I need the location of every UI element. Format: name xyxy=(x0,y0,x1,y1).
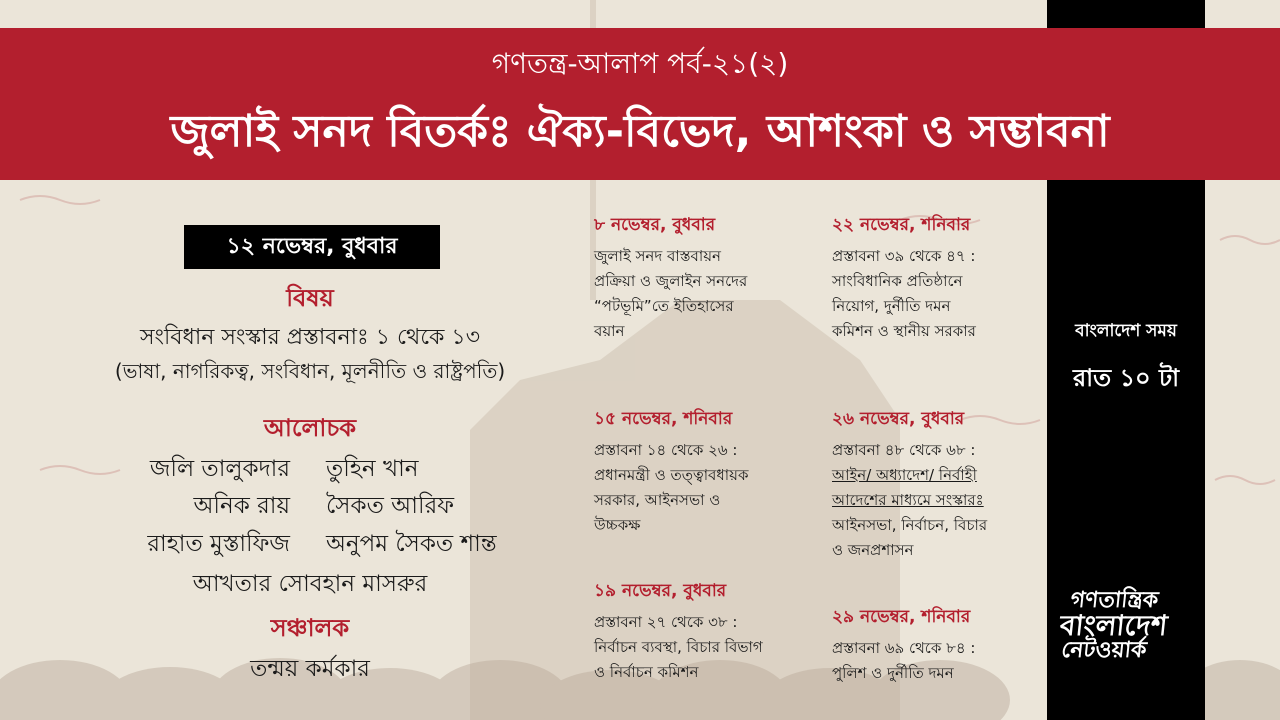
schedule-line: প্রস্তাবনা ১৪ থেকে ২৬ : xyxy=(594,441,738,459)
schedule-line: প্রধানমন্ত্রী ও তত্ত্বাবধায়ক xyxy=(594,466,749,484)
discussant-name: অনুপম সৈকত শান্ত xyxy=(326,531,497,557)
schedule-line: বয়ান xyxy=(594,322,625,340)
topic-line-2: (ভাষা, নাগরিকত্ব, সংবিধান, মূলনীতি ও রাষ্ট্রপতি) xyxy=(114,359,506,383)
schedule-date: ২২ নভেম্বর, শনিবার xyxy=(832,215,971,235)
schedule-line: প্রস্তাবনা ৪৮ থেকে ৬৮ : xyxy=(832,441,976,459)
schedule-line: ও জনপ্রশাসন xyxy=(832,541,914,559)
discussant-name: অনিক রায় xyxy=(193,493,290,519)
schedule-line: উচ্চকক্ষ xyxy=(594,516,641,534)
discussant-name: তুহিন খান xyxy=(326,456,419,482)
discussant-name: রাহাত মুস্তাফিজ xyxy=(147,531,290,557)
logo-line: গণতান্ত্রিক xyxy=(1069,588,1160,613)
schedule-date: ১৯ নভেম্বর, বুধবার xyxy=(594,581,727,601)
schedule-line: সরকার, আইনসভা ও xyxy=(594,491,721,509)
schedule-line: পুলিশ ও দুর্নীতি দমন xyxy=(832,664,954,682)
schedule-date: ২৯ নভেম্বর, শনিবার xyxy=(832,607,971,627)
schedule-line: প্রস্তাবনা ২৭ থেকে ৩৮ : xyxy=(594,613,738,631)
discussants-heading: আলোচক xyxy=(263,414,357,442)
schedule-date: ২৬ নভেম্বর, বুধবার xyxy=(832,409,965,429)
schedule-line: আইনসভা, নির্বাচন, বিচার xyxy=(832,516,988,534)
logo-line: বাংলাদেশ xyxy=(1058,609,1170,642)
schedule-item xyxy=(832,604,1062,686)
schedule-line: প্রস্তাবনা ৩৯ থেকে ৪৭ : xyxy=(832,247,976,265)
time-zone-label: বাংলাদেশ সময় xyxy=(1075,321,1177,341)
schedule-item xyxy=(832,212,1062,344)
schedule-item xyxy=(594,406,824,538)
topic-heading: বিষয় xyxy=(286,284,334,312)
schedule-line: সাংবিধানিক প্রতিষ্ঠানে xyxy=(832,272,963,290)
schedule-item xyxy=(594,212,824,344)
moderator-heading: সঞ্চালক xyxy=(270,614,350,642)
logo-line: নেটওয়ার্ক xyxy=(1060,638,1148,663)
schedule-line: আইন/ অধ্যাদেশ/ নির্বাহী xyxy=(832,466,977,484)
schedule-line: প্রক্রিয়া ও জুলাইন সনদের xyxy=(594,272,748,290)
schedule-line: কমিশন ও স্থানীয় সরকার xyxy=(832,322,976,340)
episode-subtitle: গণতন্ত্র-আলাপ পর্ব-২১(২) xyxy=(491,47,789,80)
schedule-line: নিয়োগ, দুর্নীতি দমন xyxy=(832,297,951,315)
discussant-name: জলি তালুকদার xyxy=(149,456,290,482)
discussant-name: সৈকত আরিফ xyxy=(326,493,455,519)
schedule-line: “পটভূমি”তে ইতিহাসের xyxy=(594,297,734,315)
topic-line-1: সংবিধান সংস্কার প্রস্তাবনাঃ ১ থেকে ১৩ xyxy=(139,325,481,350)
network-logo xyxy=(1056,590,1200,662)
schedule-line: আদেশের মাধ্যমে সংস্কারঃ xyxy=(832,491,984,509)
schedule-date: ৮ নভেম্বর, বুধবার xyxy=(594,215,716,235)
schedule-item xyxy=(832,406,1062,563)
schedule-line: ও নির্বাচন কমিশন xyxy=(594,663,699,681)
moderator-name: তন্ময় কর্মকার xyxy=(250,656,370,682)
schedule-line: প্রস্তাবনা ৬৯ থেকে ৮৪ : xyxy=(832,639,976,657)
schedule-line: নির্বাচন ব্যবস্থা, বিচার বিভাগ xyxy=(594,638,763,656)
schedule-line: জুলাই সনদ বাস্তবায়ন xyxy=(594,247,721,265)
schedule-item xyxy=(594,578,824,685)
featured-date-box: ১২ নভেম্বর, বুধবার xyxy=(184,225,440,269)
main-title: জুলাই সনদ বিতর্কঃ ঐক্য-বিভেদ, আশংকা ও সম্ভাবনা xyxy=(170,106,1110,157)
broadcast-time: রাত ১০ টা xyxy=(1072,364,1180,392)
schedule-date: ১৫ নভেম্বর, শনিবার xyxy=(594,409,733,429)
discussant-name: আখতার সোবহান মাসরুর xyxy=(192,571,428,597)
